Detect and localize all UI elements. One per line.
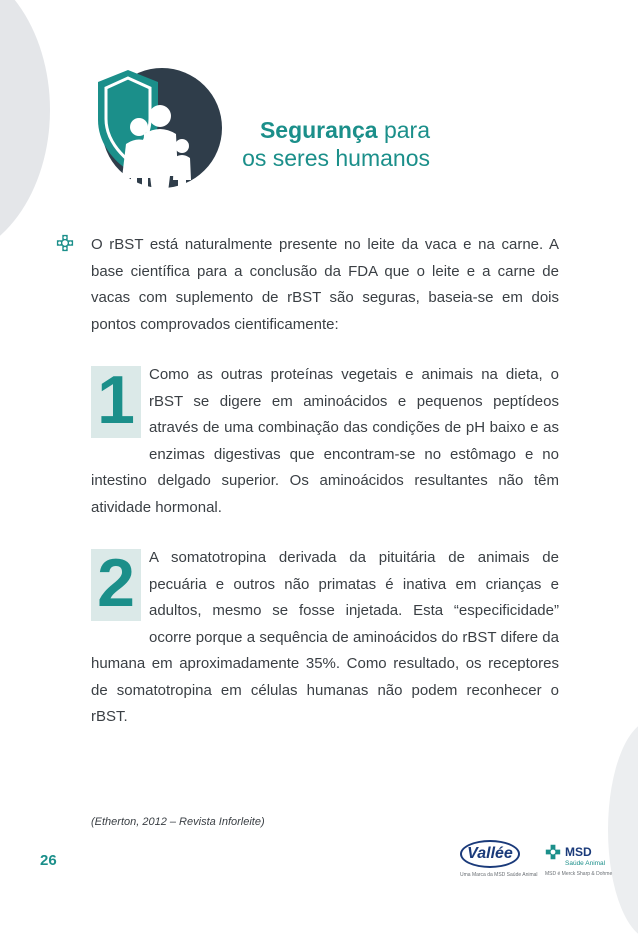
number-badge <box>91 545 141 621</box>
number-badge <box>91 362 141 438</box>
title-bold: Segurança <box>259 117 378 143</box>
page-number: 26 <box>40 852 57 869</box>
msd-subtitle: Saúde Animal <box>565 860 606 867</box>
title-line2: os seres humanos <box>242 145 430 171</box>
point-text: Como as outras proteínas vegetais e animais na dieta, o rBST se digere em aminoácidos e pequenos peptídeos através de uma combinação das condições de pH baixo e as enzimas digestivas que encontram-se no estômago e no intestino delgado superior. Os aminoácidos resultantes não têm atividade hormonal. <box>91 366 559 516</box>
number-label: 1 <box>97 362 135 438</box>
point-text: A somatotropina derivada da pituitária de animais de pecuária e outros não primatas é inativa em crianças e adultos, mesmo se fosse injetada. Esta “especificidade” ocorre porque a sequência de aminoácidos do rBST difere da humana em aproximadamente 35%. Como resultado, os receptores de somatotropina em células humanas não podem reconhecer o rBST. <box>91 549 559 725</box>
msd-cross-bullet-icon <box>56 234 74 252</box>
msd-name: MSD <box>565 845 592 859</box>
decorative-bottom-arc <box>608 720 638 940</box>
vallee-logo-mark: Vallée <box>460 840 520 868</box>
vallee-logo <box>460 840 538 884</box>
point-1 <box>91 362 559 521</box>
msd-cross-icon <box>545 844 561 860</box>
title-rest: para <box>377 117 430 143</box>
msd-logo <box>545 844 625 877</box>
intro-paragraph: O rBST está naturalmente presente no leite da vaca e na carne. A base científica para a conclusão da FDA que o leite e a carne de vacas com suplemento de rBST são seguras, baseia-se em dois pontos comprovados cientificamente: <box>91 236 559 333</box>
point-2 <box>91 545 559 731</box>
citation: (Etherton, 2012 – Revista Inforleite) <box>91 816 265 828</box>
page-title <box>200 116 430 172</box>
decorative-top-arc <box>0 0 50 260</box>
number-label: 2 <box>97 545 135 621</box>
msd-tagline: MSD é Merck Sharp & Dohme <box>545 871 613 877</box>
vallee-tagline: Uma Marca da MSD Saúde Animal <box>460 872 538 878</box>
